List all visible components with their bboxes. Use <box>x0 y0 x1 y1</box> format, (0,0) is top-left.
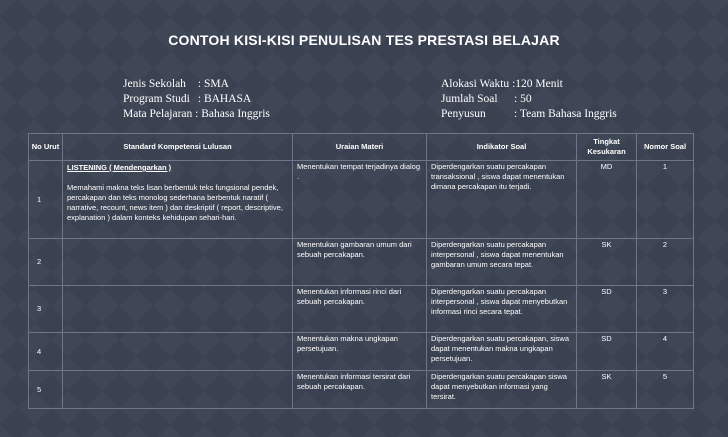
cell-tingkat: SK <box>577 239 637 286</box>
kisi-kisi-table <box>28 133 694 409</box>
header-indikator: Indikator Soal <box>427 134 577 161</box>
meta-row <box>441 77 617 92</box>
meta-right <box>441 77 617 122</box>
cell-uraian: Menentukan gambaran umum dari sebuah percakapan. <box>293 239 427 286</box>
cell-nomor: 4 <box>637 333 694 371</box>
table-row <box>29 371 694 409</box>
cell-standar <box>63 333 293 371</box>
standar-text: Memahami makna teks lisan berbentuk teks fungsional pendek, percakapan dan teks monolog sederhana berbentuk naratif ( narrative, recount, news item ) dan deskriptif ( report, descriptive, explanation ) dalam konteks kehidupan sehari-hari. <box>67 183 283 222</box>
meta-label: Program Studi <box>123 93 190 105</box>
table-row <box>29 161 694 239</box>
header-standar: Standard Kompetensi Lulusan <box>63 134 293 161</box>
cell-no: 3 <box>29 286 63 333</box>
meta-value: : SMA <box>197 78 229 90</box>
meta-value: :120 Menit <box>512 78 563 90</box>
cell-uraian: Menentukan makna ungkapan persetujuan. <box>293 333 427 371</box>
table-row <box>29 239 694 286</box>
cell-tingkat: SK <box>577 371 637 409</box>
meta-row <box>441 107 617 122</box>
cell-indikator: Diperdengarkan suatu percakapan interpersonal , siswa dapat menentukan gambaran umum secara tepat. <box>427 239 577 286</box>
cell-uraian: Menentukan informasi rinci dari sebuah percakapan. <box>293 286 427 333</box>
meta-label: Jenis Sekolah <box>123 78 186 90</box>
cell-tingkat: SD <box>577 333 637 371</box>
cell-nomor: 5 <box>637 371 694 409</box>
meta-left <box>123 77 270 122</box>
cell-no: 2 <box>29 239 63 286</box>
cell-no: 5 <box>29 371 63 409</box>
header-uraian: Uraian Materi <box>293 134 427 161</box>
meta-row <box>441 92 617 107</box>
cell-uraian: Menentukan informasi tersirat dari sebuah percakapan. <box>293 371 427 409</box>
cell-no: 4 <box>29 333 63 371</box>
cell-indikator: Diperdengarkan suatu percakapan transaksional , siswa dapat menentukan dimana percakapan itu terjadi. <box>427 161 577 239</box>
meta-row <box>123 107 270 122</box>
meta-value: : Bahasa Inggris <box>195 108 270 120</box>
meta-value: : BAHASA <box>197 93 252 105</box>
standar-heading: LISTENING ( Mendengarkan ) <box>67 163 172 172</box>
meta-label: Penyusun <box>441 108 486 120</box>
cell-nomor: 3 <box>637 286 694 333</box>
meta-value: : 50 <box>514 93 532 105</box>
cell-uraian: Menentukan tempat terjadinya dialog . <box>293 161 427 239</box>
meta-row <box>123 77 270 92</box>
cell-tingkat: MD <box>577 161 637 239</box>
table-row <box>29 286 694 333</box>
cell-standar <box>63 161 293 239</box>
cell-nomor: 1 <box>637 161 694 239</box>
header-no: No Urut <box>29 134 63 161</box>
cell-indikator: Diperdengarkan suatu percakapan siswa dapat menyebutkan informasi yang tersirat. <box>427 371 577 409</box>
table-row <box>29 333 694 371</box>
meta-label: Jumlah Soal <box>441 93 498 105</box>
meta-label: Alokasi Waktu <box>441 78 510 90</box>
page-title: CONTOH KISI-KISI PENULISAN TES PRESTASI BELAJAR <box>168 32 560 48</box>
meta-row <box>123 92 270 107</box>
cell-standar <box>63 239 293 286</box>
meta-label: Mata Pelajaran <box>123 108 193 120</box>
cell-indikator: Diperdengarkan suatu percakapan, siswa dapat menentukan makna ungkapan persetujuan. <box>427 333 577 371</box>
table-header-row <box>29 134 694 161</box>
cell-no: 1 <box>29 161 63 239</box>
header-tingkat: Tingkat Kesukaran <box>577 134 637 161</box>
header-nomor: Nomor Soal <box>637 134 694 161</box>
cell-nomor: 2 <box>637 239 694 286</box>
cell-standar <box>63 286 293 333</box>
cell-standar <box>63 371 293 409</box>
meta-value: : Team Bahasa Inggris <box>514 108 617 120</box>
cell-tingkat: SD <box>577 286 637 333</box>
cell-indikator: Diperdengarkan suatu percakapan interpersonal , siswa dapat menyebutkan informasi rinci secara tepat. <box>427 286 577 333</box>
